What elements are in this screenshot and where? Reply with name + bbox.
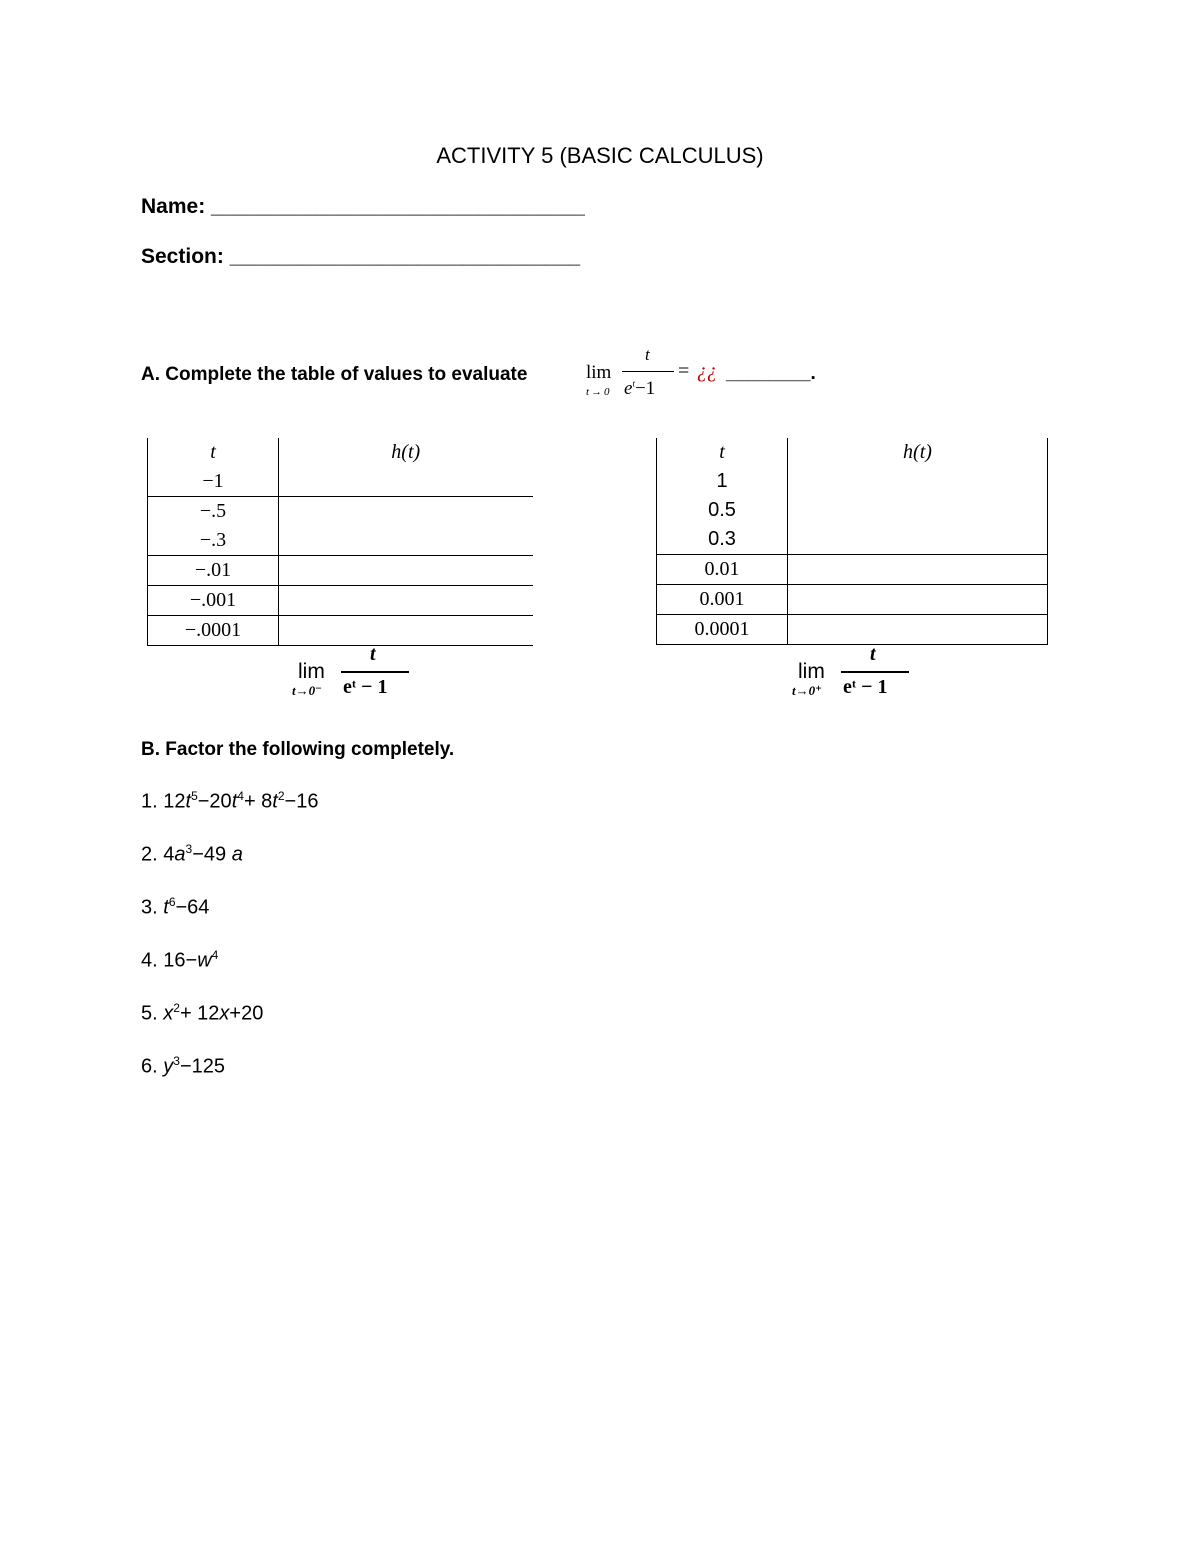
t-value: 0.3 [657,525,788,555]
t-value: −.5 [148,497,279,527]
part-a-lim-sub: t→0 [586,386,612,398]
right-limit-denominator: eᵗ − 1 [843,676,888,698]
col-t-header: t [657,438,788,467]
t-value: −1 [148,467,279,497]
part-a-denominator: $e^t-1$ [624,378,656,399]
h-value-cell[interactable] [279,586,533,616]
factor-item-3: 3. $t^6-64$ [141,895,210,919]
factor-item-6: 6. $y^3-125$ [141,1054,225,1078]
part-a-answer-blank[interactable]: ________. [726,363,816,384]
h-value-cell[interactable] [279,616,533,646]
part-a-equals: = [678,360,690,382]
table-row [657,585,1048,615]
right-limit-sub: t→0⁺ [792,683,822,698]
h-value-cell[interactable] [279,556,533,586]
left-limit-fraction-bar [341,671,409,673]
h-value-cell[interactable] [279,467,533,497]
part-a-numerator: t [645,345,650,364]
col-t-header: t [148,438,279,467]
left-limit-lim: lim [298,660,325,683]
factor-item-1: 1. $12t^5-20t^4+ 8t^2-16$ [141,789,319,813]
name-blank[interactable]: ________________________________ [211,195,585,218]
name-label: Name: [141,195,206,218]
h-value-cell[interactable] [279,497,533,527]
right-limit-fraction-bar [841,671,909,673]
left-limit-numerator: t [370,643,376,665]
left-values-table [147,438,533,646]
table-header-row [657,438,1048,467]
h-value-cell[interactable] [788,555,1048,585]
table-row [148,616,533,646]
part-a-lim: lim [586,362,612,383]
t-value: 1 [657,467,788,496]
t-value: −.0001 [148,616,279,646]
table-row [657,615,1048,645]
right-limit-lim: lim [798,660,825,683]
h-value-cell[interactable] [788,467,1048,496]
t-value: 0.0001 [657,615,788,645]
left-limit-sub: t→0⁻ [292,683,322,698]
table-row [148,586,533,616]
section-label: Section: [141,245,224,268]
factor-item-5: 5. $x^2+ 12x+20$ [141,1001,264,1025]
h-value-cell[interactable] [788,615,1048,645]
left-limit-denominator: eᵗ − 1 [343,676,388,698]
t-value: 0.01 [657,555,788,585]
table-header-row [148,438,533,467]
table-row [148,497,533,527]
table-row [657,467,1048,496]
part-b-instruction: B. Factor the following completely. [141,739,455,760]
t-value: −.3 [148,526,279,556]
table-row [657,525,1048,555]
section-blank[interactable]: ______________________________ [229,245,581,268]
page-title: ACTIVITY 5 (BASIC CALCULUS) [436,143,764,168]
t-value: −.01 [148,556,279,586]
section-line [141,245,580,269]
h-value-cell[interactable] [279,526,533,556]
factor-item-2: 2. $4a^3-49$ a [141,842,243,866]
h-value-cell[interactable] [788,585,1048,615]
part-a-artifact: ¿¿ [697,360,717,382]
table-row [148,467,533,497]
right-values-table [656,438,1048,645]
h-value-cell[interactable] [788,525,1048,555]
factor-item-4: 4. $16-w^4$ [141,948,219,972]
table-row [148,526,533,556]
part-a-instruction: A. Complete the table of values to evaluate [141,364,528,385]
col-h-header: h(t) [788,438,1048,467]
h-value-cell[interactable] [788,496,1048,525]
right-limit-numerator: t [870,643,876,665]
name-line [141,195,585,219]
t-value: 0.5 [657,496,788,525]
table-row [657,555,1048,585]
col-h-header: h(t) [391,441,421,463]
table-row [657,496,1048,525]
t-value: 0.001 [657,585,788,615]
table-row [148,556,533,586]
part-a-fraction-bar [622,371,674,372]
t-value: −.001 [148,586,279,616]
